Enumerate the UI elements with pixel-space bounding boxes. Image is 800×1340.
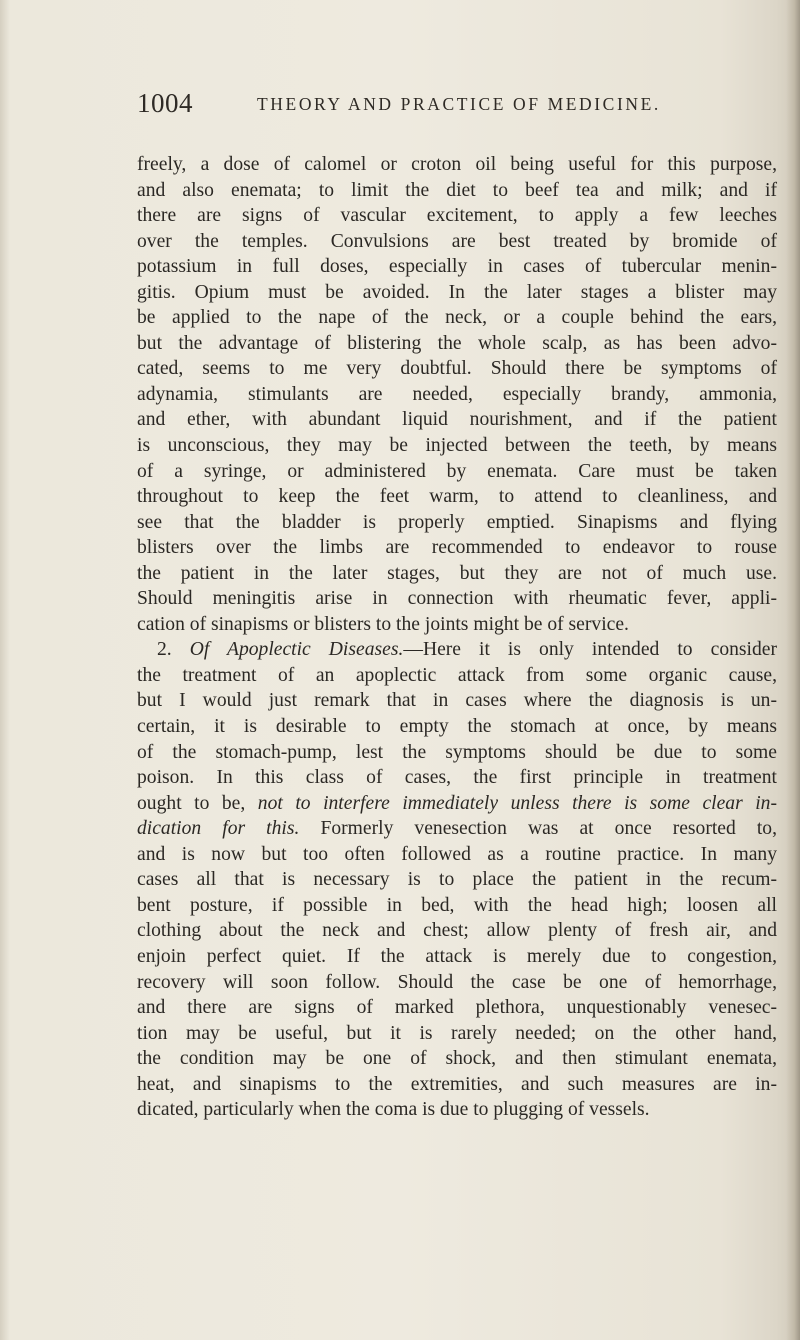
text-line xyxy=(137,893,777,919)
text-segment: and there are signs of marked plethora, unquestionably venesec- xyxy=(137,997,777,1019)
text-segment: is unconscious, they may be injected between the teeth, by means xyxy=(137,435,777,457)
text-line xyxy=(137,407,777,433)
text-line xyxy=(137,791,777,817)
text-segment: Should meningitis arise in connection with rheumatic fever, appli- xyxy=(137,588,777,610)
text-line xyxy=(137,995,777,1021)
text-segment: gitis. Opium must be avoided. In the later stages a blister may xyxy=(137,281,777,303)
text-line xyxy=(137,356,777,382)
text-segment: adynamia, stimulants are needed, especially brandy, ammonia, xyxy=(137,383,777,405)
text-line xyxy=(137,561,777,587)
page-header xyxy=(137,88,697,128)
text-segment: and is now but too often followed as a routine practice. In many xyxy=(137,843,777,865)
text-segment: potassium in full doses, especially in cases of tubercular menin- xyxy=(137,256,777,278)
text-line xyxy=(137,305,777,331)
text-line xyxy=(137,970,777,996)
text-segment: ought to be, xyxy=(137,792,258,814)
text-line xyxy=(137,152,777,178)
text-line xyxy=(137,842,777,868)
italic-text-segment: Of Apoplectic Diseases. xyxy=(189,639,404,661)
text-line xyxy=(137,459,777,485)
text-line xyxy=(137,688,777,714)
text-segment: over the temples. Convulsions are best treated by bromide of xyxy=(137,230,777,252)
page-left-edge-shadow xyxy=(0,0,10,1340)
text-line xyxy=(137,535,777,561)
text-segment: blisters over the limbs are recommended to endeavor to rouse xyxy=(137,537,777,559)
text-line xyxy=(137,765,777,791)
text-segment: but the advantage of blistering the whole scalp, as has been advo- xyxy=(137,332,777,354)
text-line xyxy=(137,586,777,612)
text-line xyxy=(137,484,777,510)
running-head: THEORY AND PRACTICE OF MEDICINE. xyxy=(257,94,661,114)
text-segment: and also enemata; to limit the diet to beef tea and milk; and if xyxy=(137,179,777,201)
text-line xyxy=(137,433,777,459)
text-segment: dicated, particularly when the coma is due to plugging of vessels. xyxy=(137,1099,650,1121)
page-number: 1004 xyxy=(137,88,193,118)
text-segment: of a syringe, or administered by enemata. Care must be taken xyxy=(137,460,777,482)
text-segment: but I would just remark that in cases where the diagnosis is un- xyxy=(137,690,777,712)
body-text xyxy=(137,152,777,1123)
text-line xyxy=(137,280,777,306)
text-line xyxy=(137,229,777,255)
text-segment: clothing about the neck and chest; allow plenty of fresh air, and xyxy=(137,920,777,942)
text-segment: certain, it is desirable to empty the stomach at once, by means xyxy=(137,716,777,738)
text-segment: recovery will soon follow. Should the case be one of hemorrhage, xyxy=(137,971,777,993)
text-segment: see that the bladder is properly emptied. Sinapisms and flying xyxy=(137,511,777,533)
text-line xyxy=(137,740,777,766)
text-line xyxy=(137,867,777,893)
text-segment: bent posture, if possible in bed, with the head high; loosen all xyxy=(137,894,777,916)
text-line xyxy=(137,1046,777,1072)
text-line xyxy=(137,637,777,663)
text-segment: the patient in the later stages, but they are not of much use. xyxy=(137,562,777,584)
text-segment: and ether, with abundant liquid nourishment, and if the patient xyxy=(137,409,777,431)
text-segment: the condition may be one of shock, and then stimulant enemata, xyxy=(137,1048,777,1070)
text-segment: be applied to the nape of the neck, or a couple behind the ears, xyxy=(137,307,777,329)
text-line xyxy=(137,331,777,357)
text-segment: tion may be useful, but it is rarely needed; on the other hand, xyxy=(137,1022,777,1044)
text-line xyxy=(137,1072,777,1098)
text-segment: of the stomach-pump, lest the symptoms should be due to some xyxy=(137,741,777,763)
text-segment: poison. In this class of cases, the first principle in treatment xyxy=(137,767,777,789)
text-line xyxy=(137,663,777,689)
text-segment: enjoin perfect quiet. If the attack is merely due to congestion, xyxy=(137,945,777,967)
text-line xyxy=(137,1097,777,1123)
page-right-edge-shadow xyxy=(786,0,800,1340)
text-line xyxy=(137,510,777,536)
text-line xyxy=(137,382,777,408)
text-segment: freely, a dose of calomel or croton oil being useful for this purpose, xyxy=(137,154,777,175)
text-segment: 2. xyxy=(157,639,190,661)
text-line xyxy=(137,612,777,638)
italic-text-segment: not to interfere immediately unless there is some clear in- xyxy=(257,792,777,814)
text-segment: heat, and sinapisms to the extremities, and such measures are in- xyxy=(137,1073,777,1095)
text-segment: Formerly venesection was at once resorted to, xyxy=(299,818,777,840)
text-line xyxy=(137,816,777,842)
text-line xyxy=(137,178,777,204)
italic-text-segment: dication for this. xyxy=(137,818,300,840)
text-line xyxy=(137,714,777,740)
text-line xyxy=(137,254,777,280)
text-line xyxy=(137,203,777,229)
text-line xyxy=(137,1021,777,1047)
text-segment: the treatment of an apoplectic attack from some organic cause, xyxy=(137,664,777,686)
text-segment: cated, seems to me very doubtful. Should there be symptoms of xyxy=(137,358,777,380)
text-segment: —Here it is only intended to consider xyxy=(403,639,778,661)
text-segment: cation of sinapisms or blisters to the joints might be of service. xyxy=(137,613,629,635)
text-segment: cases all that is necessary is to place the patient in the recum- xyxy=(137,869,777,891)
text-line xyxy=(137,944,777,970)
text-line xyxy=(137,918,777,944)
text-segment: throughout to keep the feet warm, to attend to cleanliness, and xyxy=(137,486,777,508)
text-segment: there are signs of vascular excitement, to apply a few leeches xyxy=(137,205,777,227)
